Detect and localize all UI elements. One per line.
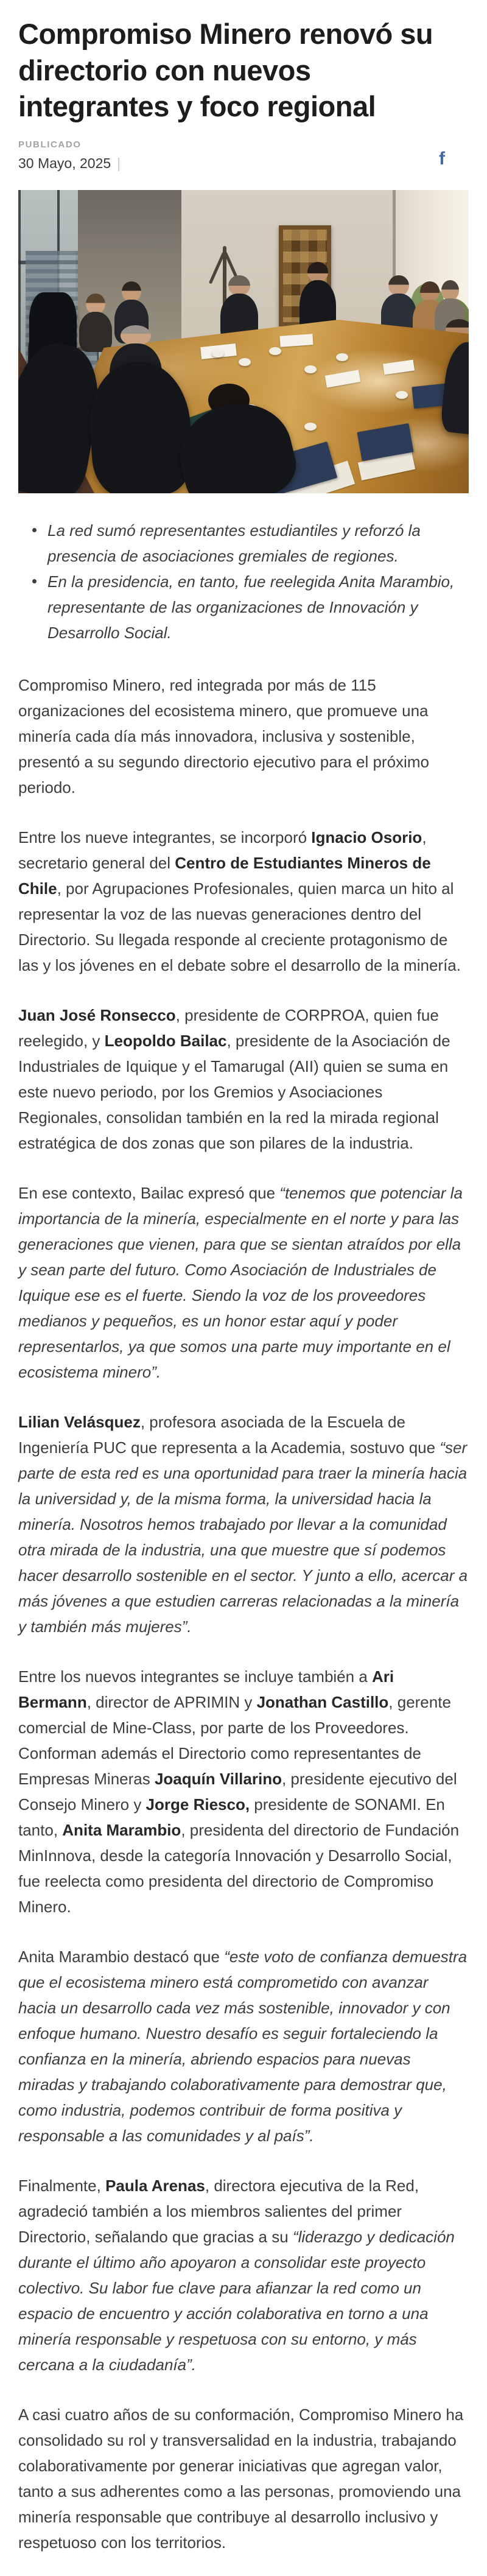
paragraph: Lilian Velásquez, profesora asociada de la Escuela de Ingeniería PUC que representa a la Academia, sostuvo que “ser parte de esta red es una oportunidad para traer la minería hacia la universidad y, de la misma forma, la universidad hacia la minería. Nosotros hemos trabajado por llevar a la comunidad otra mirada de la industria, una que muestre que sí podemos hacer desarrollo sostenible en el sector. Y junto a ello, acercar a más jóvenes a que estudien carreras relacionadas a la minería y también más mujeres”. [18,1413,468,1636]
paragraph: Compromiso Minero, red integrada por más de 115 organizaciones del ecosistema minero, que promueve una minería cada día más innovadora, inclusiva y sostenible, presentó a su segundo directorio ejecutivo para el próximo periodo. [18,676,429,797]
photo-person [79,294,112,352]
bullet-list [18,518,469,646]
photo-cup [212,350,224,357]
photo-cup [336,353,348,361]
published-label: PUBLICADO [18,139,82,150]
article-meta [18,139,469,172]
paragraph: Entre los nuevos integrantes se incluye también a Ari Bermann, director de APRIMIN y Jonathan Castillo, gerente comercial de Mine-Class, por parte de los Proveedores. Conforman además el Directorio como representantes de Empresas Mineras Joaquín Villarino, presidente ejecutivo del Consejo Minero y Jorge Riesco, presidente de SONAMI. En tanto, Anita Marambio, presidenta del directorio de Fundación MinInnova, desde la categoría Innovación y Desarrollo Social, fue reelecta como presidenta del directorio de Compromiso Minero. [18,1667,460,1916]
page-title: Compromiso Minero renovó su directorio con nuevos integrantes y foco regional [18,18,433,123]
photo-cup [304,423,317,431]
photo-name-card [279,334,313,347]
paragraph: Juan José Ronsecco, presidente de CORPROA, quien fue reelegido, y Leopoldo Bailac, presidente de la Asociación de Industriales de Iquique y el Tamarugal (AII) quien se suma en este nuevo periodo, por los Gremios y Asociaciones Regionales, consolidan también en la red la mirada regional estratégica de dos zonas que son pilares de la industria. [18,1006,450,1153]
photo-cup [239,358,251,366]
bullet-item: La red sumó representantes estudiantiles y reforzó la presencia de asociaciones gremiales de regiones. [47,518,469,569]
photo-cup [269,347,281,355]
publish-date: 30 Mayo, 2025 [18,155,111,172]
paragraph: Finalmente, Paula Arenas, directora ejecutiva de la Red, agradeció también a los miembros salientes del primer Directorio, señalando que gracias a su “liderazgo y dedicación durante el último año apoyaron a consolidar este proyecto colectivo. Su labor fue clave para afianzar la red como un espacio de encuentro y acción colaborativa en torno a una minería responsable y respetuosa con su entorno, y más cercana a la ciudadanía”. [18,2177,455,2374]
photo-cup [396,391,408,399]
paragraph: En ese contexto, Bailac expresó que “tenemos que potenciar la importancia de la minería, especialmente en el norte y para las generaciones que vienen, para que se sientan atraídos por ella y sean parte del futuro. Como Asociación de Industriales de Iquique ese es el fuerte. Siendo la voz de los proveedores medianos y pequeños, es un honor estar aquí y poder representarlos, ya que somos una parte muy importante en el ecosistema minero”. [18,1184,463,1382]
dateline [18,155,469,172]
bullet-item: En la presidencia, en tanto, fue reelegida Anita Marambio, representante de las organizaciones de Innovación y Desarrollo Social. [47,569,469,646]
paragraph: Entre los nueve integrantes, se incorporó Ignacio Osorio, secretario general del Centro de Estudiantes Mineros de Chile, por Agrupaciones Profesionales, quien marca un hito al representar la voz de las nuevas generaciones dentro del Directorio. Su llegada responde al creciente protagonismo de las y los jóvenes en el debate sobre el desarrollo de la minería. [18,828,461,975]
facebook-icon: f [439,149,445,169]
date-separator: | [117,155,121,172]
facebook-share-button[interactable] [431,148,453,170]
article-photo [18,190,469,493]
paragraph: Anita Marambio destacó que “este voto de confianza demuestra que el ecosistema minero está comprometido con avanzar hacia un desarrollo cada vez más sostenible, innovador y con enfoque humano. Nuestro desafío es seguir fortaleciendo la confianza en la minería, abriendo espacios para nuevas miradas y trabajando colaborativamente para demostrar que, como industria, podemos contribuir de forma positiva y responsable a las comunidades y al país”. [18,1948,468,2145]
photo-cup [304,365,317,373]
article-body [18,672,469,2555]
paragraph: A casi cuatro años de su conformación, Compromiso Minero ha consolidado su rol y transversalidad en la industria, trabajando colaborativamente por generar iniciativas que agregan valor, tanto a sus adherentes como a las personas, promoviendo una minería responsable que contribuye al desarrollo inclusivo y respetuoso con los territorios. [18,2405,464,2552]
